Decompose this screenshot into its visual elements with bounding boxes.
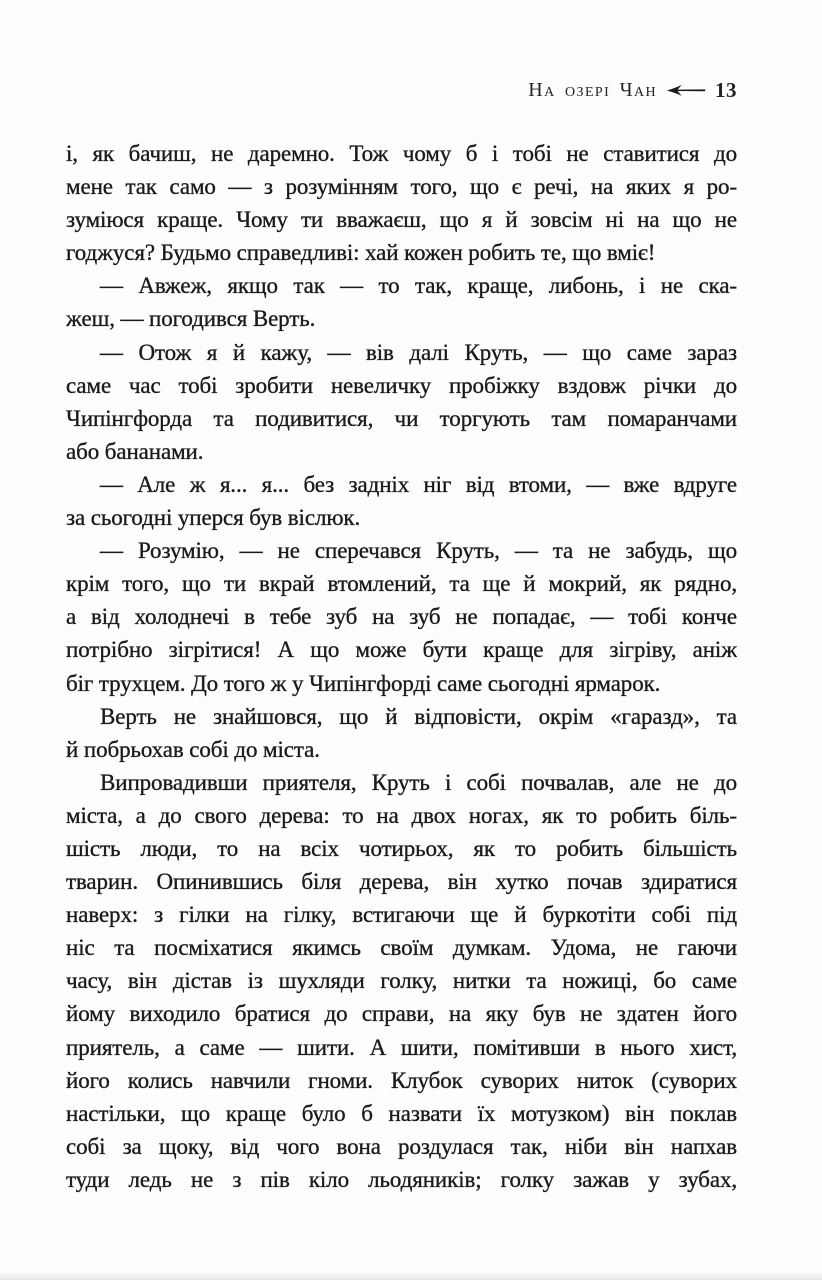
text-line: — Розумію, — не сперечався Круть, — та не забудь, що — [100, 538, 737, 564]
text-line: Верть не знайшовся, що й відповісти, окрім «гаразд», та — [100, 703, 737, 729]
text-line: крім того, що ти вкрай втомлений, та ще й мокрий, як рядно, — [66, 571, 737, 597]
text-line: настільки, що краще було б назвати їх мотузком) він поклав — [66, 1100, 737, 1126]
text-line: Чипінгфорда та подивитися, чи торгують там помаранчами — [66, 405, 737, 431]
page-number: 13 — [715, 78, 737, 102]
text-line: ніс та посміхатися якимсь своїм думкам. Удома, не гаючи — [66, 935, 737, 961]
swallow-ornament-icon — [666, 84, 706, 97]
text-line: і, як бачиш, не даремно. Тож чому б і тобі не ставитися до — [66, 141, 737, 166]
text-line: — Авжеж, якщо так — то так, краще, либонь, і не ска- — [100, 273, 737, 299]
text-line: годжуся? Будьмо справедливі: хай кожен робить те, що вміє! — [66, 240, 656, 266]
text-line: або бананами. — [66, 438, 204, 464]
page-text — [66, 137, 737, 1196]
text-line: біг трухцем. До того ж у Чипінгфорді саме сьогодні ярмарок. — [66, 670, 661, 696]
text-line: приятель, а саме — шити. А шити, помітивши в нього хист, — [66, 1034, 737, 1060]
text-line: — Але ж я... я... без задніх ніг від втоми, — вже вдруге — [100, 471, 737, 497]
text-line: тварин. Опинившись біля дерева, він хутко почав здиратися — [66, 869, 737, 895]
scan-edge-shadow — [0, 1271, 822, 1280]
text-line: зуміюся краще. Чому ти вважаєш, що я й зовсім ні на що не — [66, 207, 737, 233]
text-line: йому виходило братися до справи, на яку був не здатен його — [66, 1001, 737, 1027]
text-line: й побрьохав собі до міста. — [66, 736, 320, 762]
text-line: жеш, — погодився Верть. — [66, 306, 316, 332]
page-header — [528, 78, 737, 103]
text-line: саме час тобі зробити невеличку пробіжку вздовж річки до — [66, 372, 737, 398]
text-line: собі за щоку, від чого вона роздулася так, ніби він напхав — [66, 1133, 737, 1159]
running-title: На озері Чан — [528, 79, 657, 101]
text-line: туди ледь не з пів кіло льодяників; голку зажав у зубах, — [66, 1166, 737, 1192]
text-line: Випровадивши приятеля, Круть і собі почвалав, але не до — [100, 769, 737, 795]
text-line: мене так само — з розумінням того, що є речі, на яких я ро- — [66, 174, 737, 200]
text-line: потрібно зігрітися! А що може бути краще для зігріву, аніж — [66, 637, 737, 663]
text-line: шість люди, то на всіх чотирьох, як то робить більшість — [66, 835, 737, 861]
text-line: за сьогодні уперся був віслюк. — [66, 505, 361, 531]
text-line: а від холоднечі в тебе зуб на зуб не попадає, — тобі конче — [66, 604, 737, 630]
text-line: наверх: з гілки на гілку, встигаючи ще й буркотіти собі під — [66, 902, 737, 928]
text-line: часу, він дістав із шухляди голку, нитки та ножиці, бо саме — [66, 968, 737, 994]
text-line: міста, а до свого дерева: то на двох ногах, як то робить біль- — [66, 802, 737, 828]
text-line: — Отож я й кажу, — вів далі Круть, — що саме зараз — [100, 339, 737, 365]
text-line: його колись навчили гноми. Клубок суворих ниток (суворих — [66, 1067, 737, 1093]
